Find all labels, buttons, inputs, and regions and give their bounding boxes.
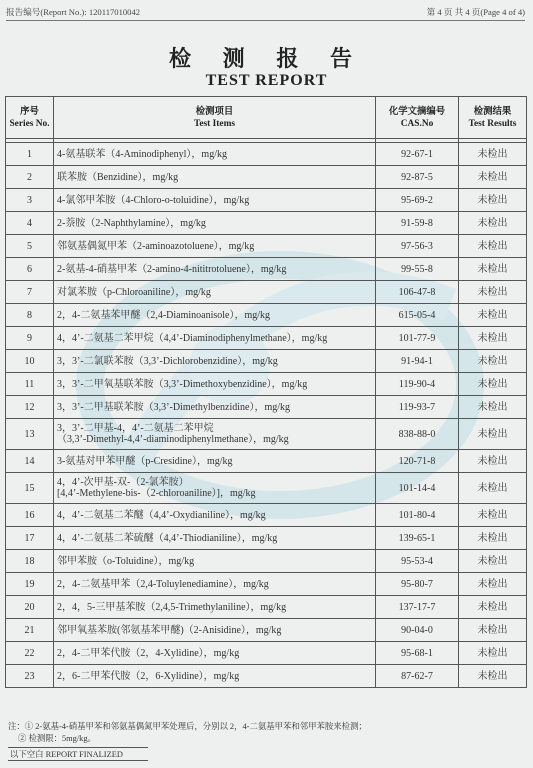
cas-number-cell: 95-80-7 [376,573,459,596]
series-no-cell: 21 [6,619,54,642]
test-result-cell: 未检出 [459,212,527,235]
cas-number-cell: 120-71-8 [376,450,459,473]
test-item-text: 联苯胺（Benzidine），mg/kg [57,171,179,183]
cas-number-cell: 90-04-0 [376,619,459,642]
cas-number-cell: 91-94-1 [376,350,459,373]
test-item-text: 对氯苯胺（p-Chloroaniline），mg/kg [57,286,211,298]
table-row [6,327,527,350]
results-table [5,96,527,688]
series-no-cell: 12 [6,396,54,419]
table-row [6,419,527,450]
test-item-cell [54,665,376,688]
table-row [6,189,527,212]
series-no-cell: 14 [6,450,54,473]
series-no-cell: 23 [6,665,54,688]
col-header-result: 检测结果 Test Results [459,97,527,139]
series-no-cell: 9 [6,327,54,350]
cas-number-cell: 101-14-4 [376,473,459,504]
test-item-text: 3，3’-二甲氧基联苯胺（3,3’-Dimethoxybenzidine），mg/kg [57,378,308,390]
test-item-text: 2，6-二甲苯代胺（2，6-Xylidine），mg/kg [57,670,240,682]
test-item-text: 邻氨基偶氮甲苯（2-aminoazotoluene），mg/kg [57,240,255,252]
footnotes [8,721,367,745]
test-result-cell: 未检出 [459,504,527,527]
test-item-cell [54,212,376,235]
series-no-cell: 2 [6,166,54,189]
cas-number-cell: 838-88-0 [376,419,459,450]
cas-number-cell: 91-59-8 [376,212,459,235]
test-result-cell: 未检出 [459,350,527,373]
series-no-cell: 18 [6,550,54,573]
test-item-cell [54,143,376,166]
table-row [6,550,527,573]
cas-number-cell: 615-05-4 [376,304,459,327]
test-item-text: 4，4’-二氨基二苯硫醚（4,4’-Thiodianiline），mg/kg [57,532,278,544]
test-result-cell: 未检出 [459,235,527,258]
test-item-text: 2，4，5-三甲基苯胺（2,4,5-Trimethylaniline），mg/kg [57,601,287,613]
test-item-cell [54,373,376,396]
series-no-cell: 19 [6,573,54,596]
page-header [6,4,525,20]
test-item-text: 4，4’-二氨基二苯醚（4,4’-Oxydianiline），mg/kg [57,509,266,521]
report-finalized: 以下空白 REPORT FINALIZED [8,747,148,761]
series-no-cell: 15 [6,473,54,504]
series-no-cell: 4 [6,212,54,235]
test-item-text: 4，4’-二氨基二苯甲烷（4,4’-Diaminodiphenylmethane），mg/kg [57,332,328,344]
cas-number-cell: 137-17-7 [376,596,459,619]
test-item-cell [54,350,376,373]
test-result-cell: 未检出 [459,642,527,665]
series-no-cell: 3 [6,189,54,212]
test-item-cell [54,573,376,596]
report-number: 报告编号(Report No.): 120117010042 [6,7,141,17]
test-result-cell: 未检出 [459,419,527,450]
header-divider [6,20,525,21]
test-item-text: 3，3’-二甲基-4，4’-二氨基二苯甲烷 [57,423,214,434]
test-result-cell: 未检出 [459,619,527,642]
cas-number-cell: 139-65-1 [376,527,459,550]
test-item-cell [54,304,376,327]
test-item-cell [54,258,376,281]
test-item-cell [54,166,376,189]
col-header-no: 序号 Series No. [6,97,54,139]
test-result-cell: 未检出 [459,189,527,212]
test-result-cell: 未检出 [459,550,527,573]
test-item-cell [54,419,376,450]
table-row [6,281,527,304]
test-item-text: 2，4-二氨基苯甲醚（2,4-Diaminoanisole），mg/kg [57,309,271,321]
table-row [6,642,527,665]
table-row [6,304,527,327]
series-no-cell: 11 [6,373,54,396]
test-result-cell: 未检出 [459,281,527,304]
test-item-text-line2: （3,3’-Dimethyl-4,4’-diaminodiphenylmethane），mg/kg [57,434,289,445]
test-item-cell [54,619,376,642]
series-no-cell: 1 [6,143,54,166]
test-item-text: 邻甲氧基苯胺(邻氨基苯甲醚)（2-Anisidine），mg/kg [57,624,282,636]
test-item-cell [54,473,376,504]
col-header-item: 检测项目 Test Items [54,97,376,139]
test-result-cell: 未检出 [459,304,527,327]
test-result-cell: 未检出 [459,473,527,504]
test-item-text: 3-氨基对甲苯甲醚（p-Cresidine），mg/kg [57,455,233,467]
cas-number-cell: 106-47-8 [376,281,459,304]
series-no-cell: 22 [6,642,54,665]
test-item-cell [54,235,376,258]
test-item-text: 2-萘胺（2-Naphthylamine），mg/kg [57,217,206,229]
cas-number-cell: 101-77-9 [376,327,459,350]
table-row [6,665,527,688]
series-no-cell: 8 [6,304,54,327]
series-no-cell: 20 [6,596,54,619]
cas-number-cell: 95-68-1 [376,642,459,665]
cas-number-cell: 95-53-4 [376,550,459,573]
table-row [6,235,527,258]
test-result-cell: 未检出 [459,573,527,596]
test-item-text: 4，4’-次甲基-双-（2-氯苯胺） [57,477,189,488]
title-chinese: 检 测 报 告 [169,46,364,72]
test-item-cell [54,550,376,573]
table-row [6,596,527,619]
table-row [6,450,527,473]
test-item-cell [54,396,376,419]
cas-number-cell: 119-90-4 [376,373,459,396]
test-item-cell [54,596,376,619]
test-item-text: 2，4-二甲苯代胺（2，4-Xylidine），mg/kg [57,647,240,659]
test-result-cell: 未检出 [459,327,527,350]
table-row [6,573,527,596]
cas-number-cell: 99-55-8 [376,258,459,281]
test-result-cell: 未检出 [459,373,527,396]
test-result-cell: 未检出 [459,596,527,619]
table-row [6,143,527,166]
cas-number-cell: 87-62-7 [376,665,459,688]
test-result-cell: 未检出 [459,450,527,473]
test-item-cell [54,504,376,527]
cas-number-cell: 97-56-3 [376,235,459,258]
table-row [6,373,527,396]
series-no-cell: 7 [6,281,54,304]
series-no-cell: 5 [6,235,54,258]
test-item-cell [54,642,376,665]
table-row [6,527,527,550]
series-no-cell: 16 [6,504,54,527]
table-row [6,212,527,235]
cas-number-cell: 101-80-4 [376,504,459,527]
test-item-text: 4-氨基联苯（4-Aminodiphenyl），mg/kg [57,148,227,160]
cas-number-cell: 119-93-7 [376,396,459,419]
test-item-cell [54,189,376,212]
cas-number-cell: 92-87-5 [376,166,459,189]
test-item-text: 4-氯邻甲苯胺（4-Chloro-o-toluidine），mg/kg [57,194,250,206]
test-item-text: 2-氨基-4-硝基甲苯（2-amino-4-nititrotoluene），mg/kg [57,263,287,275]
test-result-cell: 未检出 [459,258,527,281]
test-item-cell [54,281,376,304]
test-result-cell: 未检出 [459,166,527,189]
test-item-text: 2，4-二氨基甲苯（2,4-Toluylenediamine），mg/kg [57,578,269,590]
test-item-text: 3，3’-二甲基联苯胺（3,3’-Dimethylbenzidine），mg/kg [57,401,291,413]
test-result-cell: 未检出 [459,396,527,419]
test-item-cell [54,450,376,473]
table-row [6,504,527,527]
page-number: 第 4 页 共 4 页(Page 4 of 4) [426,7,525,17]
table-row [6,350,527,373]
footnote-1: 注：① 2-氨基-4-硝基甲苯和邻氨基偶氮甲苯处理后，分别以 2，4-二氨基甲苯和邻甲苯胺来检测； [8,722,367,731]
series-no-cell: 6 [6,258,54,281]
test-result-cell: 未检出 [459,665,527,688]
table-row [6,258,527,281]
series-no-cell: 10 [6,350,54,373]
test-result-cell: 未检出 [459,527,527,550]
cas-number-cell: 92-67-1 [376,143,459,166]
table-row [6,166,527,189]
footnote-2: ② 检测限：5mg/kg。 [18,734,96,743]
cas-number-cell: 95-69-2 [376,189,459,212]
table-row [6,396,527,419]
table-row [6,473,527,504]
test-item-text-line2: [4,4’-Methylene-bis-（2-chloroaniline）]，mg/kg [57,488,256,499]
series-no-cell: 17 [6,527,54,550]
test-item-text: 3，3’-二氯联苯胺（3,3’-Dichlorobenzidine），mg/kg [57,355,278,367]
table-header-row [6,97,527,139]
test-result-cell: 未检出 [459,143,527,166]
table-row [6,619,527,642]
test-item-text: 邻甲苯胺（o-Toluidine），mg/kg [57,555,195,567]
title-english: TEST REPORT [205,72,328,89]
col-header-cas: 化学文摘编号 CAS.No [376,97,459,139]
test-item-cell [54,527,376,550]
series-no-cell: 13 [6,419,54,450]
test-item-cell [54,327,376,350]
